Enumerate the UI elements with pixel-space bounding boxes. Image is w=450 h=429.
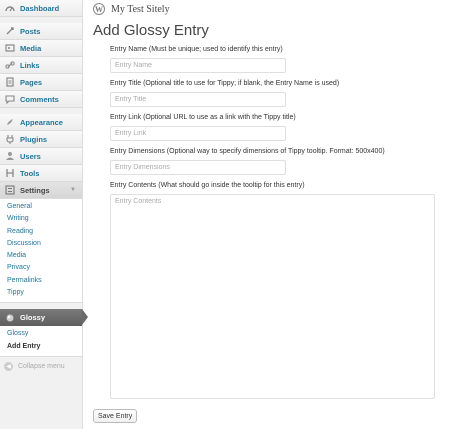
submenu-discussion[interactable]: Discussion — [7, 239, 41, 247]
menu-plugins-label: Plugins — [20, 134, 48, 144]
submenu-privacy[interactable]: Privacy — [7, 264, 30, 272]
menu-dashboard[interactable] — [0, 0, 82, 17]
menu-pages-label: Pages — [20, 77, 43, 87]
tools-icon — [4, 168, 15, 179]
pages-icon — [4, 77, 15, 88]
entry-link-input[interactable] — [110, 126, 286, 141]
menu-appearance-label: Appearance — [20, 117, 63, 127]
menu-pages[interactable] — [0, 74, 82, 91]
entry-name-input[interactable] — [110, 58, 286, 73]
menu-plugins[interactable] — [0, 131, 82, 148]
menu-glossy[interactable] — [0, 309, 82, 326]
menu-dashboard-label: Dashboard — [20, 3, 60, 13]
entry-dimensions-field — [110, 148, 450, 175]
menu-tools[interactable] — [0, 165, 82, 182]
menu-comments-label: Comments — [20, 94, 59, 104]
page-title: Add Glossy Entry — [93, 22, 209, 39]
collapse-arrow-icon: ◀ — [4, 362, 13, 371]
entry-name-field — [110, 46, 450, 73]
links-icon — [4, 60, 15, 71]
entry-contents-label: Entry Contents (What should go inside the tooltip for this entry) — [110, 182, 305, 189]
save-entry-button[interactable]: Save Entry — [93, 409, 137, 423]
menu-users[interactable] — [0, 148, 82, 165]
submenu-media[interactable]: Media — [7, 252, 27, 260]
posts-icon — [4, 26, 15, 37]
media-icon — [4, 43, 15, 54]
entry-title-input[interactable] — [110, 92, 286, 107]
settings-submenu — [0, 199, 82, 303]
entry-dimensions-label: Entry Dimensions (Optional way to specify dimensions of Tippy tooltip. Format: 500x400) — [110, 148, 385, 155]
submenu-general[interactable]: General — [7, 203, 32, 210]
entry-contents-field — [110, 182, 450, 401]
admin-sidebar — [0, 0, 83, 429]
comments-icon — [4, 94, 15, 105]
entry-contents-textarea[interactable] — [110, 194, 435, 399]
menu-posts[interactable] — [0, 23, 82, 40]
collapse-menu-label: Collapse menu — [18, 363, 65, 371]
glossy-icon — [4, 312, 15, 323]
entry-title-label: Entry Title (Optional title to use for Tippy; if blank, the Entry Name is used) — [110, 80, 340, 87]
submenu-glossy[interactable]: Glossy — [7, 330, 29, 338]
collapse-menu-button[interactable] — [0, 359, 82, 375]
glossy-submenu — [0, 326, 82, 357]
menu-settings[interactable] — [0, 182, 82, 199]
entry-dimensions-input[interactable] — [110, 160, 286, 175]
wordpress-logo-icon: W — [95, 4, 103, 14]
main-content — [93, 22, 450, 408]
entry-link-label: Entry Link (Optional URL to use as a link with the Tippy title) — [110, 114, 296, 121]
menu-tools-label: Tools — [20, 168, 40, 178]
entry-title-field — [110, 80, 450, 107]
dashboard-icon — [4, 3, 15, 14]
submenu-add-entry[interactable]: Add Entry — [7, 342, 41, 350]
menu-media-label: Media — [20, 43, 42, 53]
site-header — [84, 0, 450, 18]
menu-glossy-label: Glossy — [20, 313, 46, 323]
submenu-writing[interactable]: Writing — [7, 215, 29, 223]
settings-icon — [4, 185, 15, 196]
menu-posts-label: Posts — [20, 26, 41, 36]
users-icon — [4, 151, 15, 162]
submenu-tippy[interactable]: Tippy — [7, 289, 24, 297]
menu-links[interactable] — [0, 57, 82, 74]
chevron-down-icon[interactable]: ▼ — [70, 187, 76, 193]
entry-name-label: Entry Name (Must be unique; used to identify this entry) — [110, 46, 283, 53]
site-title[interactable]: My Test Sitely — [111, 3, 170, 15]
menu-settings-label: Settings — [20, 185, 50, 195]
current-menu-arrow — [82, 309, 88, 325]
submenu-permalinks[interactable]: Permalinks — [7, 276, 42, 284]
submenu-reading[interactable]: Reading — [7, 227, 34, 235]
menu-users-label: Users — [20, 151, 41, 161]
entry-link-field — [110, 114, 450, 141]
plugins-icon — [4, 134, 15, 145]
menu-comments[interactable] — [0, 91, 82, 108]
menu-links-label: Links — [20, 60, 40, 70]
appearance-icon — [4, 117, 15, 128]
menu-media[interactable] — [0, 40, 82, 57]
menu-appearance[interactable] — [0, 114, 82, 131]
